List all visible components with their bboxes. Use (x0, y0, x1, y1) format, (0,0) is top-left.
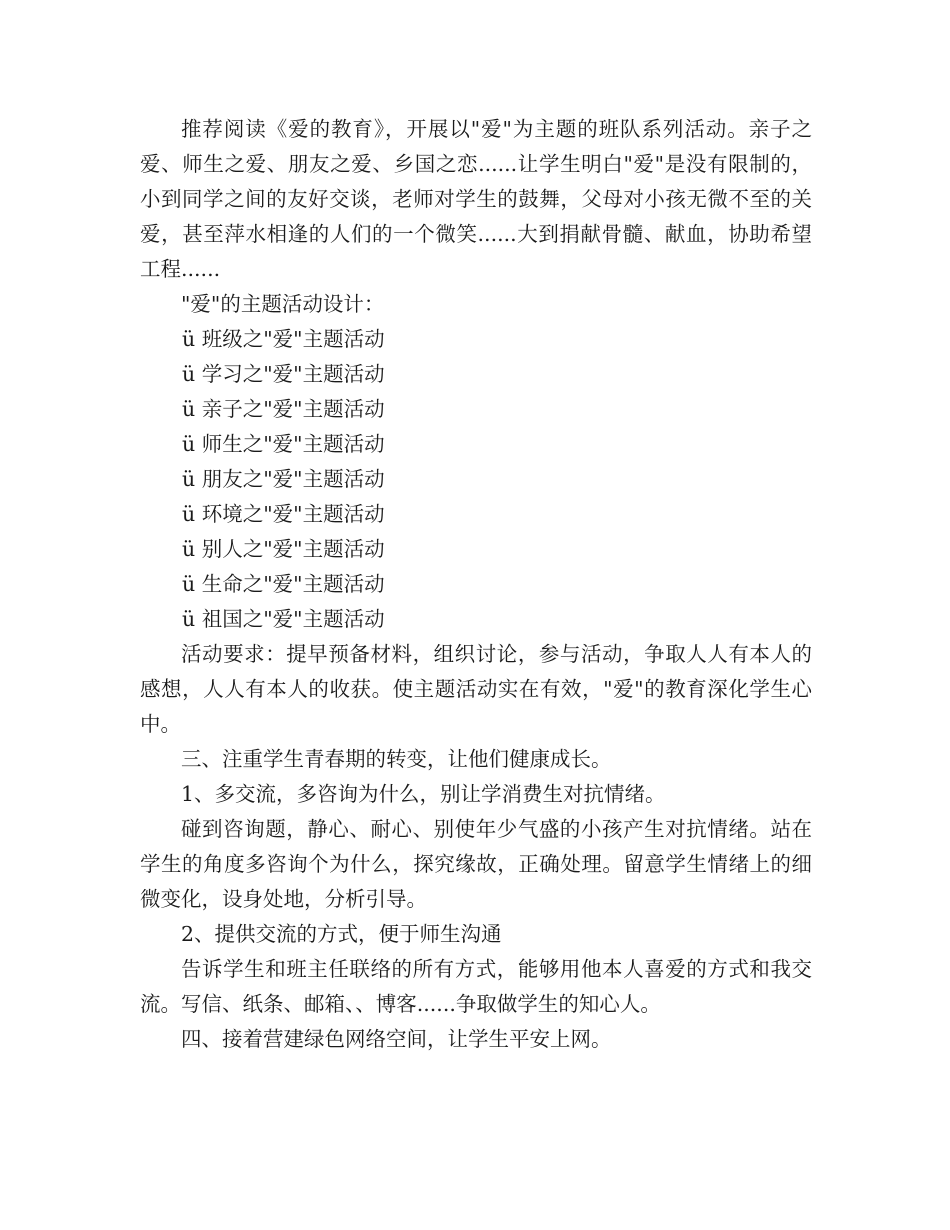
list-item: ü 生命之"爱"主题活动 (182, 572, 385, 596)
list-item: ü 学习之"爱"主题活动 (182, 362, 385, 386)
list-item: ü 环境之"爱"主题活动 (182, 502, 385, 526)
subheading-1: 1、多交流，多咨询为什么，别让学消费生对抗情绪。 (181, 782, 666, 806)
list-item: ü 师生之"爱"主题活动 (182, 432, 385, 456)
paragraph-communication: 碰到咨询题，静心、耐心、别使年少气盛的小孩产生对抗情绪。站在学生的角度多咨询个为什么，探究缘故，正确处理。留意学生情绪上的细微变化，设身处地，分析引导。 (140, 817, 812, 911)
section-heading-3: 三、注重学生青春期的转变，让他们健康成长。 (181, 747, 612, 771)
list-item: ü 朋友之"爱"主题活动 (182, 467, 385, 491)
paragraph-requirements: 活动要求：提早预备材料，组织讨论，参与活动，争取人人有本人的感想，人人有本人的收获。使主题活动实在有效，"爱"的教育深化学生心中。 (140, 642, 812, 736)
subheading-2: 2、提供交流的方式，便于师生沟通 (181, 922, 502, 946)
section-heading-4: 四、接着营建绿色网络空间，让学生平安上网。 (181, 1027, 612, 1051)
paragraph-intro: 推荐阅读《爱的教育》，开展以"爱"为主题的班队系列活动。亲子之爱、师生之爱、朋友之爱、乡国之恋......让学生明白"爱"是没有限制的，小到同学之间的友好交谈，老师对学生的鼓舞，父母对小孩无微不至的关爱，甚至萍水相逢的人们的一个微笑......大到捐献骨髓、献血，协助希望工程...... (140, 117, 812, 281)
list-item: ü 别人之"爱"主题活动 (182, 537, 385, 561)
paragraph-design-heading: "爱"的主题活动设计： (181, 292, 385, 316)
document-body (140, 112, 812, 1057)
list-item: ü 亲子之"爱"主题活动 (182, 397, 385, 421)
list-item: ü 祖国之"爱"主题活动 (182, 607, 385, 631)
list-item: ü 班级之"爱"主题活动 (182, 327, 385, 351)
paragraph-contact: 告诉学生和班主任联络的所有方式，能够用他本人喜爱的方式和我交流。写信、纸条、邮箱、、博客......争取做学生的知心人。 (140, 957, 812, 1016)
